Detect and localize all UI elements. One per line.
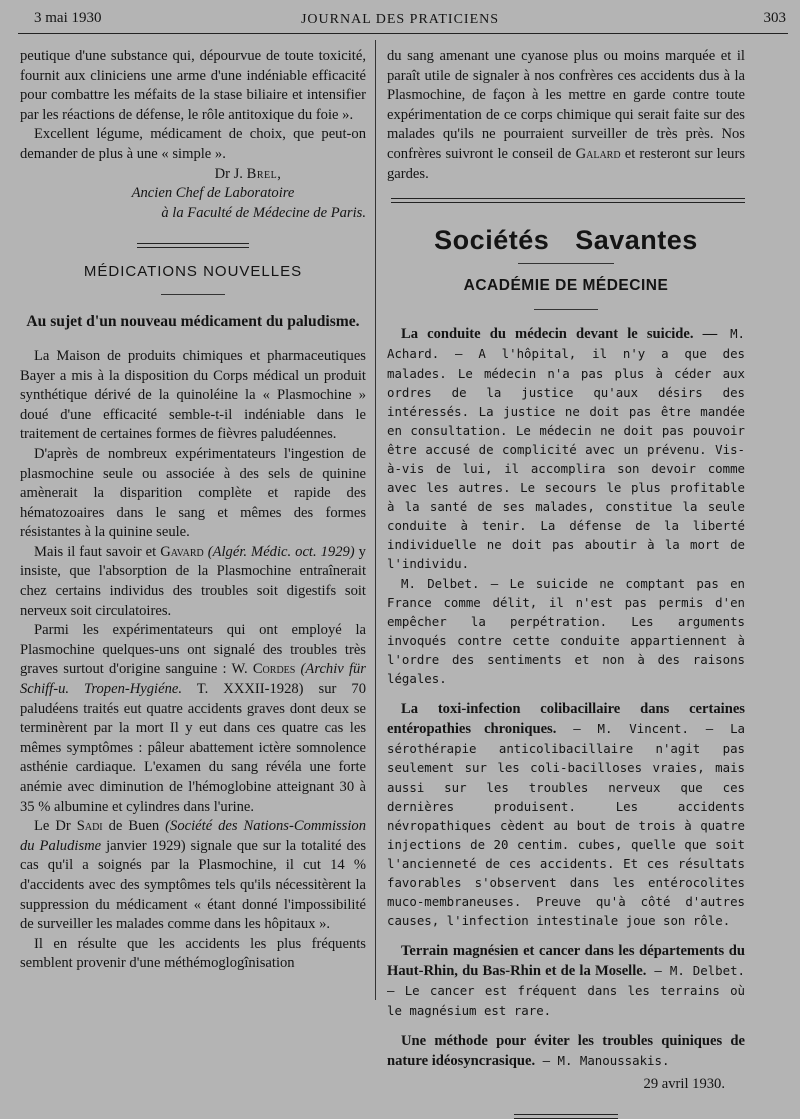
end-rule xyxy=(514,1114,618,1119)
report-body: M. Achard. — A l'hôpital, il n'y a que des malades. Le médecin n'a pas plus à céder aux ordres de la justice qu'aux désirs des intéressés. La justice ne doit pas être mandée en consultation. Le médecin ne doit pas pouvoir être accusé de complicité avec un prévenu. Vis-à-vis de lui, il accomplira son devoir comme avec les autres. Le secours le plus profitable à la santé de ses malades, constitue la seule conduite à tenir. La défense de la liberté individuelle ne doit pas aboutir à la mort de l'individu. xyxy=(387,326,745,572)
report-title: Une méthode pour éviter les troubles quiniques de nature idéosyncrasique. xyxy=(387,1032,745,1069)
article-paragraph-5 xyxy=(20,817,366,935)
header-date: 3 mai 1930 xyxy=(34,10,102,26)
author-name: Galard xyxy=(575,145,621,162)
signature-affiliation: à la Faculté de Médecine de Paris. xyxy=(161,204,366,221)
intro-paragraph-1: peutique d'une substance qui, dépourvue de toute toxicité, fournit aux cliniciens une arme d'une indéniable efficacité pour combattre les méfaits de la stase biliaire et intensifier par les réactions de défense, le rôle antitoxique du foie ». xyxy=(20,48,366,123)
text-run: Parmi les expérimentateurs qui ont employé la Plasmochine quelques-uns ont signalé des troubles très graves surtout d'origine sanguine : W. xyxy=(20,622,366,678)
continued-paragraph xyxy=(387,47,745,184)
signature-surname: Brel, xyxy=(246,165,282,182)
article-paragraph-6: Il en résulte que les accidents les plus fréquents semblent provenir d'une méthémoglogînisation xyxy=(20,935,366,972)
author-name: Cordes xyxy=(252,661,296,678)
report-title: La toxi-infection colibacillaire dans certaines entéropathies chroniques. xyxy=(387,701,745,738)
header-page-number: 303 xyxy=(763,10,786,26)
citation: (Algér. Médic. oct. 1929) xyxy=(207,543,355,560)
report-title: La conduite du médecin devant le suicide. — xyxy=(401,326,718,343)
report-2 xyxy=(387,699,745,930)
article-paragraph-3 xyxy=(20,543,366,621)
signature-prefix: Dr J. xyxy=(214,165,243,182)
left-column xyxy=(20,47,366,974)
section-title: MÉDICATIONS NOUVELLES xyxy=(83,263,303,281)
section-title-rule xyxy=(161,294,225,295)
author-name: Sadi xyxy=(76,818,103,835)
article-paragraph-4 xyxy=(20,621,366,817)
section-separator xyxy=(137,243,249,248)
report-1-continued: M. Delbet. — Le suicide ne comptant pas en France comme délit, il n'est pas permis d'en empêcher la perpétration. Les arguments invoqués contre cette conduite appartiennent à l'ordre des sentiments et non à des raisons légales. xyxy=(387,575,745,687)
report-1 xyxy=(387,324,745,573)
heading-rule xyxy=(518,263,614,264)
right-column xyxy=(387,47,745,1119)
report-body: — M. Delbet. — Le cancer est fréquent dans les terrains où le magnésium est rare. xyxy=(387,963,745,1018)
subsection-heading-academie: ACADÉMIE DE MÉDECINE xyxy=(463,276,669,294)
text-run: y insiste, que l'absorption de la Plasmochine entraînerait chez certains individus des troubles soit digestifs soit nerveux soit circulatoires. xyxy=(20,543,366,619)
report-4 xyxy=(387,1031,745,1071)
report-3 xyxy=(387,941,745,1019)
academy-reports xyxy=(387,324,745,1119)
citation: (Archiv für Schiff-u. Tropen-Hygiéne. xyxy=(20,661,366,698)
header-journal-title: JOURNAL DES PRATICIENS xyxy=(300,12,500,27)
text-run: janvier 1929) signale que sur la totalité des cas qu'il a soignés par la Plasmochine, il cut 14 % d'accidents avec des symptômes tels qu'ils nécessitèrent la suppression du médicament « étant donné l'impossibilité de surveiller les malades comme dans les hôpitaux ». xyxy=(20,837,367,933)
header-rule xyxy=(18,33,788,34)
author-name: Gavard xyxy=(160,543,204,560)
subheading-rule xyxy=(534,309,598,310)
text-run: Le Dr xyxy=(34,818,71,835)
article-end-rule xyxy=(391,198,745,203)
intro-paragraph-2: Excellent légume, médicament de choix, que peut-on demander de plus à une « simple ». xyxy=(20,126,366,162)
text-run: du sang amenant une cyanose plus ou moins marquée et il paraît utile de signaler à nos confrères ces accidents dus à la Plasmochine, de façon à les mettre en garde contre toute expérimentation de ce corps chimique qui serait faite sur des malades qu'ils ne pourraient surveiller de très près. Nos confrères suivront le conseil de xyxy=(387,48,745,162)
text-run: de Buen xyxy=(108,818,160,835)
text-run: Mais il faut savoir et xyxy=(34,543,157,560)
signature-role: Ancien Chef de Laboratoire xyxy=(131,185,295,202)
article-paragraph-2: D'après de nombreux expérimentateurs l'ingestion de plasmochine seule ou associée à des sels de quinine amènerait la disparition complète et rapide des hématozoaires dans le sang et mêmes des formes résistantes à la quinine seule. xyxy=(20,445,366,541)
text-run: T. XXXII-1928) sur 70 paludéens traités eut quatre accidents graves dont deux se terminèrent par la mort Il y eut dans ces quatre cas les mêmes symptômes : pâleur abattement ictère somnolence asthénie cardiaque. L'examen du sang révéla une forte anémie avec diminution de l'hémoglobine atteignant 30 à 35 % albumine et cylindres dans l'urine. xyxy=(20,681,366,815)
article-title: Au sujet d'un nouveau médicament du paludisme. xyxy=(26,312,360,330)
report-body: — M. Manoussakis. xyxy=(542,1052,670,1068)
text-run: et resteront sur leurs gardes. xyxy=(387,145,746,182)
signature-name xyxy=(20,165,366,185)
column-divider xyxy=(375,40,376,1000)
report-title: Terrain magnésien et cancer dans les départements du Haut-Rhin, du Bas-Rhin et de la Moselle. xyxy=(387,943,745,980)
report-date: 29 avril 1930. xyxy=(643,1075,725,1092)
section-heading-societes: Sociétés Savantes xyxy=(434,225,698,256)
article-paragraph-1: La Maison de produits chimiques et pharmaceutiques Bayer a mis à la disposition du Corps médical un produit synthétique dérivé de la quinoléine la « Plasmochine » doué d'une efficacité semble-t-il indéniable dans le traitement de certaines formes de fièvres paludéennes. xyxy=(20,347,366,443)
citation: (Société des Nations-Commission du Paludisme xyxy=(20,818,367,854)
report-body: — M. Vincent. — La sérothérapie anticolibacillaire n'agit pas seulement sur les coli-bacilloses vraies, mais aussi sur les troubles nerveux que ces dernières produisent. Les accidents névropathiques cèdent au bout de trois à quatre injections de 20 centim. cubes, quelle que soit l'ancienneté de ces accidents. Et ces résultats favorables s'observent dans les entérocolites muco-membraneuses. Preuve qu'à côté d'autres causes, l'infection intestinale joue son rôle. xyxy=(387,721,746,929)
